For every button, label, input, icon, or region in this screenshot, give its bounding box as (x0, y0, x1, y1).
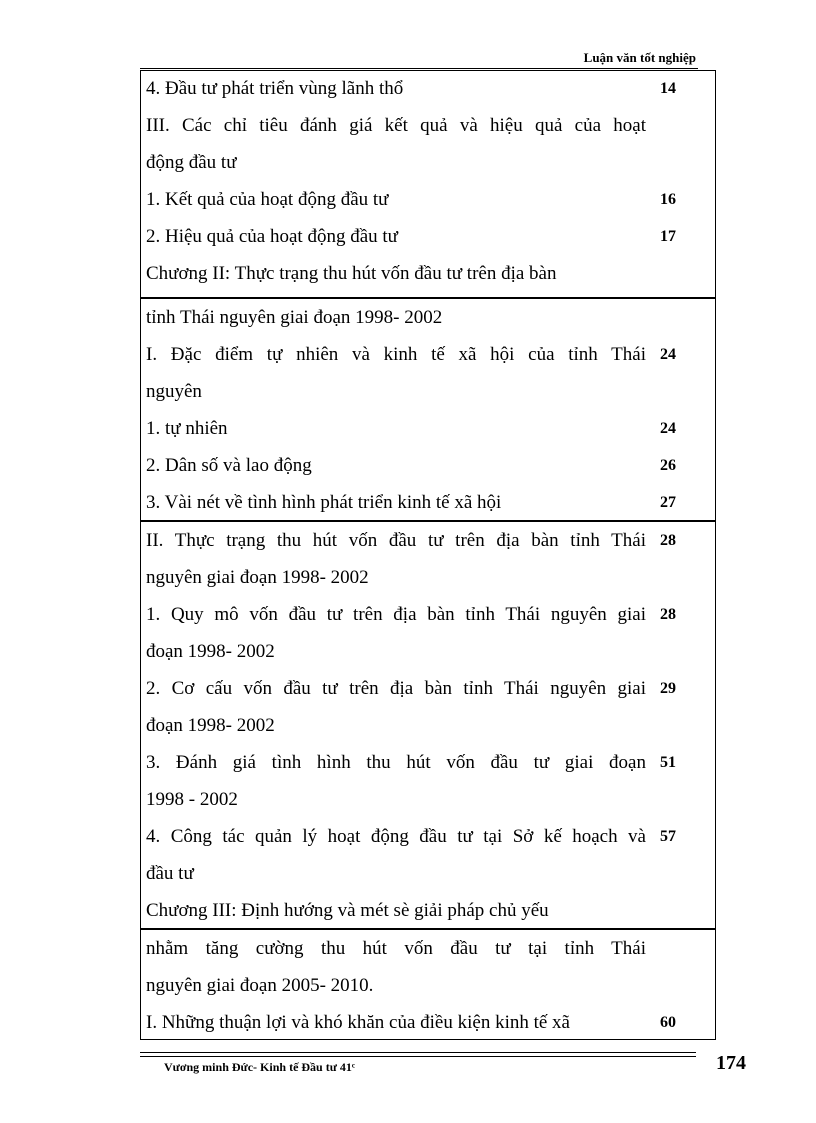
toc-entry-page: 24 (660, 346, 676, 363)
toc-entry (146, 299, 708, 336)
toc-entry-line: 3. Vài nét về tình hình phát triển kinh tế xã hội (146, 492, 502, 513)
toc-entry-title (146, 181, 646, 218)
toc-entry-title (146, 410, 646, 447)
toc-entry-page: 28 (660, 532, 676, 549)
footer-rule (140, 1052, 696, 1053)
toc-entry-title (146, 299, 646, 336)
toc-entry-line: nguyên giai đoạn 2005- 2010. (146, 975, 374, 996)
toc-entry-title (146, 218, 646, 255)
toc-entry-page: 26 (660, 457, 676, 474)
toc-entry-line: Chương III: Định hướng và mét sè giải pháp chủ yếu (146, 900, 549, 921)
toc-entry (146, 447, 708, 484)
toc-entry-line: nguyên giai đoạn 1998- 2002 (146, 567, 369, 588)
toc-entry-page: 27 (660, 494, 676, 511)
toc-entry-title (146, 484, 646, 521)
toc-entry-page: 16 (660, 191, 676, 208)
footer-author: Vương minh Đức- Kinh tế Đầu tư 41ᶜ (164, 1060, 356, 1074)
toc-entry (146, 930, 708, 1004)
toc-entry (146, 892, 708, 929)
toc-entry-title (146, 107, 646, 181)
toc-entry (146, 181, 708, 218)
toc-entry-title (146, 255, 646, 292)
toc-entry-line: Chương II: Thực trạng thu hút vốn đầu tư trên địa bàn (146, 263, 557, 284)
toc-entry-page: 17 (660, 228, 676, 245)
toc-entry-line: đầu tư (146, 863, 194, 884)
header-rule (140, 68, 698, 69)
toc-entry-line: 4. Đầu tư phát triển vùng lãnh thổ (146, 78, 404, 99)
toc-entry-title (146, 892, 646, 929)
toc-entry-line: II. Thực trạng thu hút vốn đầu tư trên địa bàn tỉnh Thái (146, 530, 646, 551)
toc-entry-line: III. Các chỉ tiêu đánh giá kết quả và hiệu quả của hoạt (146, 115, 646, 136)
toc-entry (146, 484, 708, 521)
toc-entry-title (146, 70, 646, 107)
toc-entry-line: động đầu tư (146, 152, 237, 173)
toc-section (140, 520, 716, 935)
toc-entry (146, 744, 708, 818)
footer-rule (140, 1056, 696, 1057)
toc-entry-title (146, 447, 646, 484)
toc-entry-page: 51 (660, 754, 676, 771)
toc-entry (146, 70, 708, 107)
toc-entry (146, 336, 708, 410)
toc-entry-page: 29 (660, 680, 676, 697)
toc-entry (146, 107, 708, 181)
toc-entry-line: I. Những thuận lợi và khó khăn của điều kiện kinh tế xã (146, 1012, 570, 1033)
toc-entry-line: 1. tự nhiên (146, 418, 228, 439)
toc-entry-title (146, 744, 646, 818)
toc-entry (146, 1004, 708, 1041)
toc-entry-line: 2. Hiệu quả của hoạt động đầu tư (146, 226, 398, 247)
toc-entry (146, 522, 708, 596)
toc-entry-line: 2. Dân số và lao động (146, 455, 312, 476)
toc-entry-title (146, 596, 646, 670)
toc-entry-line: 3. Đánh giá tình hình thu hút vốn đầu tư giai đoạn (146, 752, 646, 773)
toc-entry-page: 57 (660, 828, 676, 845)
toc-entry (146, 218, 708, 255)
toc-entry (146, 410, 708, 447)
toc-entry-title (146, 522, 646, 596)
toc-entry-page: 14 (660, 80, 676, 97)
toc-entry-line: tỉnh Thái nguyên giai đoạn 1998- 2002 (146, 307, 443, 328)
toc-entry (146, 596, 708, 670)
toc-entry-title (146, 336, 646, 410)
toc-section (140, 297, 716, 527)
toc-entry-page: 28 (660, 606, 676, 623)
toc-entry-title (146, 818, 646, 892)
toc-entry-line: đoạn 1998- 2002 (146, 641, 275, 662)
footer-page-number: 174 (716, 1052, 746, 1074)
toc-entry-title (146, 1004, 646, 1041)
toc-entry (146, 670, 708, 744)
toc-entry-line: 1. Kết quả của hoạt động đầu tư (146, 189, 389, 210)
toc-entry-line: I. Đặc điểm tự nhiên và kinh tế xã hội của tỉnh Thái (146, 344, 646, 365)
toc-entry-line: 1. Quy mô vốn đầu tư trên địa bàn tỉnh Thái nguyên giai (146, 604, 646, 625)
toc-entry-line: nhằm tăng cường thu hút vốn đầu tư tại tỉnh Thái (146, 938, 646, 959)
toc-entry-line: nguyên (146, 381, 202, 402)
toc-entry-line: 2. Cơ cấu vốn đầu tư trên địa bàn tỉnh Thái nguyên giai (146, 678, 646, 699)
toc-section (140, 70, 716, 300)
toc-entry-title (146, 670, 646, 744)
toc-entry-page: 60 (660, 1014, 676, 1031)
toc-entry (146, 255, 708, 292)
toc-entry-line: 1998 - 2002 (146, 789, 238, 810)
toc-entry-page: 24 (660, 420, 676, 437)
toc-section (140, 928, 716, 1047)
toc-entry-title (146, 930, 646, 1004)
toc-entry-line: đoạn 1998- 2002 (146, 715, 275, 736)
toc-entry-line: 4. Công tác quản lý hoạt động đầu tư tại Sở kế hoạch và (146, 826, 646, 847)
toc-entry (146, 818, 708, 892)
header-title: Luận văn tốt nghiệp (583, 50, 696, 65)
